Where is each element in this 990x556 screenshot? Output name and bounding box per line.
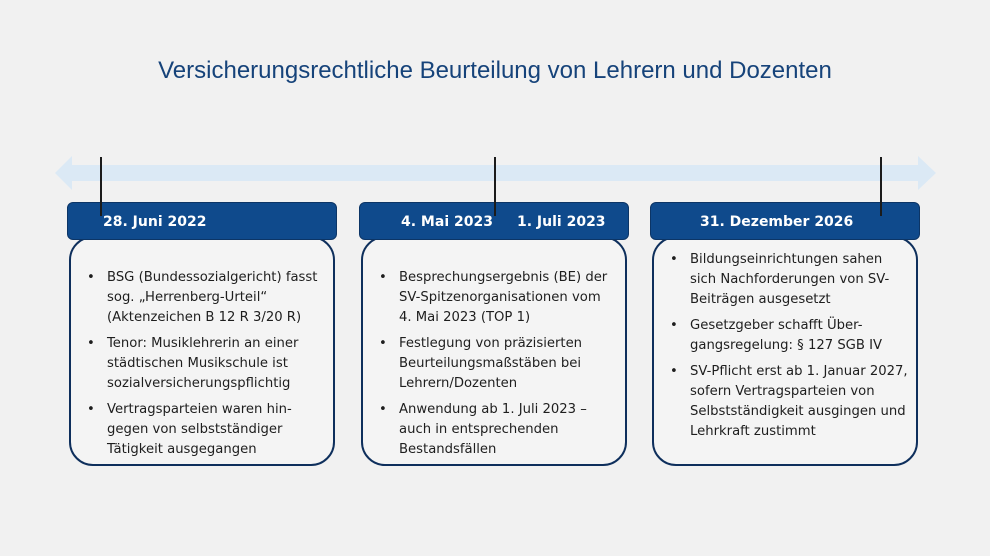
bullet-item: • SV-Pflicht erst ab 1. Januar 2027, sofern Vertragsparteien von Selbstständigkeit ausgingen und Lehrkraft zustimmt [668, 362, 908, 442]
bullet-item: • BSG (Bundessozialgericht) fasst sog. „Herrenberg-Urteil“ (Aktenzeichen B 12 R 3/20 R) [85, 268, 325, 328]
bullet-item: • Anwendung ab 1. Juli 2023 – auch in entsprechenden Bestandsfällen [377, 400, 617, 460]
date-label: 1. Juli 2023 [517, 214, 606, 230]
timeline-marker-1 [100, 157, 102, 216]
bullet-item: • Besprechungsergebnis (BE) der SV-Spitzenorganisationen vom 4. Mai 2023 (TOP 1) [377, 268, 617, 328]
bullet-list [377, 268, 617, 466]
date-label: 31. Dezember 2026 [700, 214, 854, 230]
timeline-marker-3 [880, 157, 882, 216]
timeline-arrow [55, 150, 937, 196]
timeline-card-2023 [361, 236, 627, 466]
timeline-card-2026 [652, 236, 918, 466]
bullet-item: • Gesetzgeber schafft Über-gangsregelung: § 127 SGB IV [668, 316, 908, 356]
bullet-list [668, 250, 908, 448]
date-header-2022 [67, 202, 337, 240]
bullet-item: • Vertragsparteien waren hin-gegen von selbstständiger Tätigkeit ausgegangen [85, 400, 325, 460]
bullet-item: • Festlegung von präzisierten Beurteilungsmaßstäben bei Lehrern/Dozenten [377, 334, 617, 394]
date-label: 28. Juni 2022 [103, 214, 207, 230]
date-label: 4. Mai 2023 [401, 214, 493, 230]
timeline-marker-2 [494, 157, 496, 216]
page-title: Versicherungsrechtliche Beurteilung von Lehrern und Dozenten [158, 57, 832, 84]
timeline-card-2022 [69, 236, 335, 466]
bullet-item: • Bildungseinrichtungen sahen sich Nachforderungen von SV-Beiträgen ausgesetzt [668, 250, 908, 310]
bullet-item: • Tenor: Musiklehrerin an einer städtischen Musikschule ist sozialversicherungspflichtig [85, 334, 325, 394]
bullet-list [85, 268, 325, 466]
